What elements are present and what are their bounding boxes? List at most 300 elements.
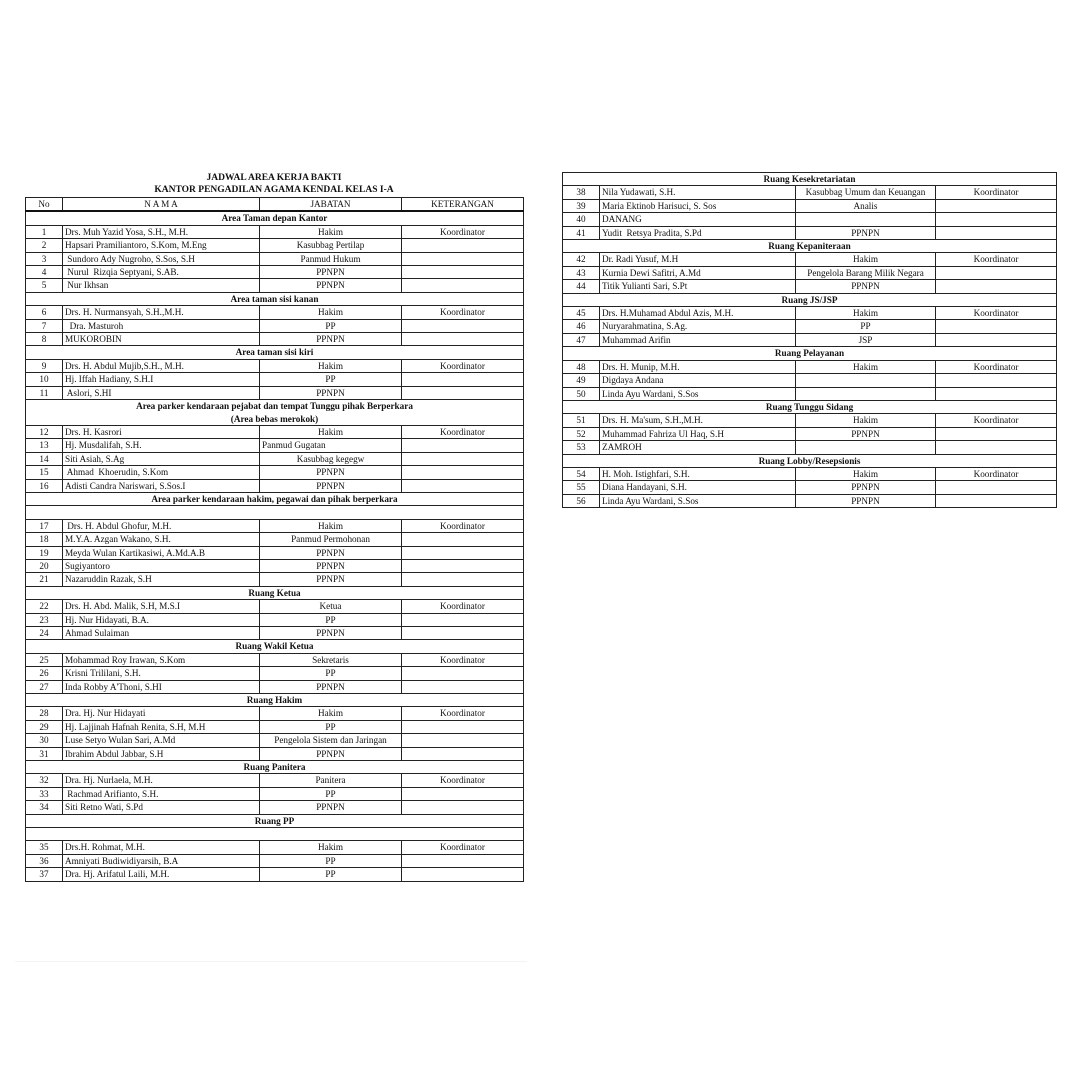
section-header-row [26, 492, 524, 505]
cell-keterangan: Koordinator [936, 360, 1057, 373]
blank-row [26, 828, 524, 841]
cell-no: 5 [26, 279, 63, 292]
cell-keterangan [936, 213, 1057, 226]
table-row [26, 533, 524, 546]
cell-nama: Amniyati Budiwidiyarsih, B.A [63, 854, 260, 867]
section-title: Ruang Kepaniteraan [563, 240, 1057, 253]
table-row [563, 481, 1057, 494]
table-row [563, 467, 1057, 480]
cell-jabatan: PPNPN [260, 479, 402, 492]
section-header-row [563, 240, 1057, 253]
cell-keterangan [402, 546, 524, 559]
cell-nama: Dra. Masturoh [63, 319, 260, 332]
cell-jabatan: Analis [796, 199, 936, 212]
cell-keterangan [402, 680, 524, 693]
cell-nama: Dra. Hj. Arifatul Laili, M.H. [63, 868, 260, 881]
cell-nama: Drs. H. Kasrori [63, 425, 260, 438]
cell-jabatan: PPNPN [260, 386, 402, 399]
cell-jabatan: Kasubbag Umum dan Keuangan [796, 186, 936, 199]
cell-no: 34 [26, 801, 63, 814]
table-row [563, 333, 1057, 346]
cell-keterangan [402, 479, 524, 492]
table-row [26, 787, 524, 800]
cell-no: 30 [26, 734, 63, 747]
cell-no: 53 [563, 441, 600, 454]
cell-no: 48 [563, 360, 600, 373]
cell-no: 28 [26, 707, 63, 720]
section-title: Area taman sisi kanan [26, 292, 524, 305]
table-row [563, 280, 1057, 293]
cell-keterangan: Koordinator [402, 519, 524, 532]
table-row [563, 494, 1057, 507]
cell-nama: H. Moh. Istighfari, S.H. [600, 467, 796, 480]
table-row [26, 854, 524, 867]
cell-jabatan: Hakim [260, 306, 402, 319]
cell-nama: Dra. Hj. Nurlaela, M.H. [63, 774, 260, 787]
cell-jabatan: Hakim [796, 253, 936, 266]
cell-jabatan: PPNPN [796, 494, 936, 507]
table-row [26, 747, 524, 760]
table-row [563, 266, 1057, 279]
section-title: Ruang Ketua [26, 586, 524, 599]
cell-keterangan: Koordinator [402, 774, 524, 787]
cell-jabatan: Pengelola Sistem dan Jaringan [260, 734, 402, 747]
cell-jabatan: PPNPN [260, 266, 402, 279]
table-row [26, 452, 524, 465]
cell-keterangan [402, 854, 524, 867]
cell-keterangan [936, 266, 1057, 279]
section-title: Ruang Wakil Ketua [26, 640, 524, 653]
cell-no: 15 [26, 466, 63, 479]
cell-nama: DANANG [600, 213, 796, 226]
section-header-row [26, 346, 524, 359]
cell-no: 38 [563, 186, 600, 199]
cell-nama: Nila Yudawati, S.H. [600, 186, 796, 199]
cell-jabatan: PP [260, 787, 402, 800]
section-header-row [26, 586, 524, 599]
cell-jabatan: PP [260, 854, 402, 867]
table-row [563, 186, 1057, 199]
cell-no: 14 [26, 452, 63, 465]
table-row [563, 360, 1057, 373]
cell-nama: Hj. Nur Hidayati, B.A. [63, 613, 260, 626]
table-row [26, 425, 524, 438]
table-row [563, 320, 1057, 333]
cell-nama: Siti Asiah, S.Ag [63, 452, 260, 465]
cell-nama: Drs. Muh Yazid Yosa, S.H., M.H. [63, 225, 260, 238]
cell-jabatan: Panmud Hukum [260, 252, 402, 265]
cell-jabatan: PP [260, 667, 402, 680]
cell-nama: Muhammad Arifin [600, 333, 796, 346]
cell-jabatan: Hakim [796, 414, 936, 427]
cell-nama: ZAMROH [600, 441, 796, 454]
cell-nama: MUKOROBIN [63, 333, 260, 346]
cell-jabatan: PP [260, 613, 402, 626]
section-header-row [563, 400, 1057, 413]
cell-jabatan: Hakim [796, 360, 936, 373]
cell-keterangan [402, 373, 524, 386]
cell-nama: Dr. Radi Yusuf, M.H [600, 253, 796, 266]
cell-jabatan: Hakim [260, 841, 402, 854]
cell-nama: Digdaya Andana [600, 374, 796, 387]
table-row [563, 387, 1057, 400]
table-row [26, 734, 524, 747]
cell-keterangan [402, 452, 524, 465]
cell-no: 24 [26, 626, 63, 639]
cell-jabatan: PPNPN [260, 626, 402, 639]
schedule-table-left [25, 197, 524, 882]
cell-keterangan [402, 266, 524, 279]
cell-no: 26 [26, 667, 63, 680]
cell-keterangan [936, 387, 1057, 400]
table-row [26, 439, 524, 452]
cell-jabatan: PP [260, 720, 402, 733]
cell-keterangan [936, 427, 1057, 440]
section-title: Ruang PP [26, 814, 524, 827]
cell-keterangan [402, 868, 524, 881]
cell-jabatan: JSP [796, 333, 936, 346]
section-title: Ruang JS/JSP [563, 293, 1057, 306]
cell-keterangan [402, 279, 524, 292]
header-jabatan: JABATAN [260, 198, 402, 212]
cell-jabatan [796, 374, 936, 387]
cell-no: 23 [26, 613, 63, 626]
cell-nama: Muhammad Fahriza Ul Haq, S.H [600, 427, 796, 440]
table-row [26, 479, 524, 492]
cell-nama: Drs. H. Abd. Malik, S.H, M.S.I [63, 600, 260, 613]
cell-keterangan [402, 252, 524, 265]
cell-nama: Drs. H. Abdul Ghofur, M.H. [63, 519, 260, 532]
cell-no: 40 [563, 213, 600, 226]
cell-no: 55 [563, 481, 600, 494]
cell-keterangan [936, 226, 1057, 239]
section-title: Area parker kendaraan hakim, pegawai dan pihak berperkara [26, 492, 524, 505]
cell-nama: Ahmad Sulaiman [63, 626, 260, 639]
cell-keterangan [402, 787, 524, 800]
cell-nama: Hj. Lajjinah Hafnah Renita, S.H, M.H [63, 720, 260, 733]
table-row [26, 573, 524, 586]
table-row [563, 253, 1057, 266]
header-nama: N A M A [63, 198, 260, 212]
table-row [26, 841, 524, 854]
cell-jabatan: Ketua [260, 600, 402, 613]
cell-keterangan: Koordinator [936, 253, 1057, 266]
cell-no: 18 [26, 533, 63, 546]
cell-nama: Aslori, S.HI [63, 386, 260, 399]
table-row [26, 519, 524, 532]
cell-no: 39 [563, 199, 600, 212]
page-title-line-1: JADWAL AREA KERJA BAKTI [206, 173, 342, 183]
cell-no: 52 [563, 427, 600, 440]
cell-jabatan: Panitera [260, 774, 402, 787]
cell-nama: Linda Ayu Wardani, S.Sos [600, 494, 796, 507]
cell-keterangan [936, 320, 1057, 333]
cell-nama: Adisti Candra Nariswari, S.Sos.I [63, 479, 260, 492]
table-header-row [26, 198, 524, 212]
faint-divider-line [15, 961, 527, 962]
cell-no: 19 [26, 546, 63, 559]
cell-keterangan: Koordinator [936, 307, 1057, 320]
cell-jabatan [796, 387, 936, 400]
cell-nama: Drs. H. Nurmansyah, S.H.,M.H. [63, 306, 260, 319]
section-title: Ruang Pelayanan [563, 347, 1057, 360]
section-header-row [563, 173, 1057, 186]
table-row [26, 868, 524, 881]
cell-no: 8 [26, 333, 63, 346]
cell-keterangan [402, 559, 524, 572]
cell-nama: Diana Handayani, S.H. [600, 481, 796, 494]
cell-keterangan [936, 494, 1057, 507]
cell-no: 9 [26, 359, 63, 372]
cell-nama: Meyda Wulan Kartikasiwi, A.Md.A.B [63, 546, 260, 559]
cell-nama: Drs. H. Ma'sum, S.H.,M.H. [600, 414, 796, 427]
cell-no: 51 [563, 414, 600, 427]
cell-jabatan: PPNPN [260, 279, 402, 292]
table-row [563, 427, 1057, 440]
cell-nama: Inda Robby A'Thoni, S.HI [63, 680, 260, 693]
cell-no: 35 [26, 841, 63, 854]
cell-keterangan [402, 734, 524, 747]
cell-jabatan: PPNPN [260, 747, 402, 760]
section-header-row [26, 814, 524, 827]
cell-no: 4 [26, 266, 63, 279]
schedule-table-right [562, 172, 1057, 508]
cell-nama: Drs. H. Abdul Mujib,S.H., M.H. [63, 359, 260, 372]
cell-jabatan: PPNPN [260, 546, 402, 559]
table-row [26, 626, 524, 639]
cell-keterangan: Koordinator [402, 306, 524, 319]
cell-no: 43 [563, 266, 600, 279]
table-row [26, 225, 524, 238]
cell-nama: Yudit Retsya Pradita, S.Pd [600, 226, 796, 239]
cell-nama: Krisni Trililani, S.H. [63, 667, 260, 680]
cell-keterangan [402, 533, 524, 546]
cell-jabatan: PPNPN [260, 573, 402, 586]
cell-keterangan: Koordinator [402, 707, 524, 720]
cell-nama: Linda Ayu Wardani, S.Sos [600, 387, 796, 400]
table-row [26, 279, 524, 292]
cell-no: 1 [26, 225, 63, 238]
cell-no: 13 [26, 439, 63, 452]
section-header-row [26, 761, 524, 774]
cell-nama: Nur Ikhsan [63, 279, 260, 292]
cell-nama: Kurnia Dewi Safitri, A.Md [600, 266, 796, 279]
cell-no: 17 [26, 519, 63, 532]
cell-nama: Siti Retno Wati, S.Pd [63, 801, 260, 814]
cell-no: 11 [26, 386, 63, 399]
cell-no: 44 [563, 280, 600, 293]
cell-no: 3 [26, 252, 63, 265]
section-header-row [26, 694, 524, 707]
section-title-line-2: (Area bebas merokok) [230, 413, 319, 424]
table-row [26, 333, 524, 346]
cell-no: 6 [26, 306, 63, 319]
cell-nama: Dra. Hj. Nur Hidayati [63, 707, 260, 720]
cell-nama: Hj. Iffah Hadiany, S.H.I [63, 373, 260, 386]
cell-jabatan [796, 441, 936, 454]
cell-nama: Sugiyantoro [63, 559, 260, 572]
cell-nama: Titik Yulianti Sari, S.Pt [600, 280, 796, 293]
cell-no: 37 [26, 868, 63, 881]
cell-no: 45 [563, 307, 600, 320]
table-body-left [26, 211, 524, 881]
cell-jabatan: Hakim [260, 707, 402, 720]
cell-jabatan [796, 213, 936, 226]
cell-keterangan [402, 801, 524, 814]
cell-nama: Drs. H.Muhamad Abdul Azis, M.H. [600, 307, 796, 320]
section-header-row [26, 211, 524, 225]
cell-no: 32 [26, 774, 63, 787]
section-title: Area taman sisi kiri [26, 346, 524, 359]
table-row [26, 801, 524, 814]
section-title: Ruang Tunggu Sidang [563, 400, 1057, 413]
cell-no: 54 [563, 467, 600, 480]
cell-no: 49 [563, 374, 600, 387]
header-no: No [26, 198, 63, 212]
cell-jabatan: PPNPN [796, 481, 936, 494]
cell-nama: M.Y.A. Azgan Wakano, S.H. [63, 533, 260, 546]
cell-jabatan: PPNPN [260, 333, 402, 346]
cell-no: 33 [26, 787, 63, 800]
table-body-right [563, 173, 1057, 508]
section-header-row [26, 400, 524, 426]
cell-keterangan [402, 239, 524, 252]
cell-jabatan: PP [796, 320, 936, 333]
cell-keterangan [936, 199, 1057, 212]
cell-jabatan: Kasubbag Pertilap [260, 239, 402, 252]
table-row [26, 466, 524, 479]
table-row [26, 774, 524, 787]
table-row [26, 667, 524, 680]
section-title: Ruang Lobby/Resepsionis [563, 454, 1057, 467]
cell-nama: Sundoro Ady Nugroho, S.Sos, S.H [63, 252, 260, 265]
section-header-row [563, 454, 1057, 467]
cell-jabatan: PPNPN [796, 427, 936, 440]
table-row [563, 199, 1057, 212]
cell-keterangan [402, 439, 524, 452]
section-header-row [563, 293, 1057, 306]
cell-nama: Nazaruddin Razak, S.H [63, 573, 260, 586]
table-row [26, 680, 524, 693]
table-row [26, 266, 524, 279]
cell-keterangan: Koordinator [402, 425, 524, 438]
cell-no: 36 [26, 854, 63, 867]
cell-nama: Hapsari Pramiliantoro, S.Kom, M.Eng [63, 239, 260, 252]
cell-keterangan [402, 626, 524, 639]
table-row [26, 559, 524, 572]
cell-keterangan [402, 747, 524, 760]
cell-no: 56 [563, 494, 600, 507]
cell-jabatan: Sekretaris [260, 653, 402, 666]
cell-jabatan: Panmud Gugatan [260, 439, 402, 452]
cell-jabatan: PPNPN [260, 466, 402, 479]
cell-keterangan: Koordinator [402, 653, 524, 666]
table-row [563, 226, 1057, 239]
blank-row [26, 506, 524, 519]
cell-jabatan: PPNPN [260, 559, 402, 572]
table-row [26, 239, 524, 252]
section-title: Ruang Panitera [26, 761, 524, 774]
section-title: Ruang Hakim [26, 694, 524, 707]
cell-jabatan: Kasubbag kegegw [260, 452, 402, 465]
cell-keterangan [936, 481, 1057, 494]
table-row [26, 319, 524, 332]
cell-keterangan [936, 374, 1057, 387]
cell-keterangan [936, 280, 1057, 293]
cell-keterangan: Koordinator [402, 841, 524, 854]
cell-keterangan [402, 667, 524, 680]
table-row [26, 386, 524, 399]
cell-keterangan: Koordinator [936, 186, 1057, 199]
cell-no: 22 [26, 600, 63, 613]
section-header-row [26, 292, 524, 305]
table-row [26, 653, 524, 666]
cell-keterangan [402, 613, 524, 626]
cell-no: 2 [26, 239, 63, 252]
cell-keterangan: Koordinator [936, 414, 1057, 427]
table-row [26, 720, 524, 733]
section-title [26, 400, 524, 426]
table-row [563, 441, 1057, 454]
cell-nama: Ahmad Khoerudin, S.Kom [63, 466, 260, 479]
cell-jabatan: PP [260, 373, 402, 386]
cell-nama: Ibrahim Abdul Jabbar, S.H [63, 747, 260, 760]
cell-jabatan: PP [260, 319, 402, 332]
cell-nama: Mohammad Roy Irawan, S.Kom [63, 653, 260, 666]
cell-keterangan [402, 319, 524, 332]
page-title-line-2: KANTOR PENGADILAN AGAMA KENDAL KELAS I-A [154, 185, 394, 195]
cell-nama: Rachmad Arifianto, S.H. [63, 787, 260, 800]
blank-cell [26, 506, 524, 519]
cell-jabatan: Hakim [796, 307, 936, 320]
cell-jabatan: Hakim [260, 225, 402, 238]
blank-cell [26, 828, 524, 841]
table-row [26, 707, 524, 720]
cell-keterangan [402, 720, 524, 733]
cell-keterangan [402, 333, 524, 346]
cell-keterangan [402, 386, 524, 399]
cell-no: 16 [26, 479, 63, 492]
table-row [26, 546, 524, 559]
table-row [563, 213, 1057, 226]
cell-nama: Maria Ektinob Harisuci, S. Sos [600, 199, 796, 212]
cell-no: 31 [26, 747, 63, 760]
cell-keterangan: Koordinator [402, 359, 524, 372]
cell-jabatan: PPNPN [796, 226, 936, 239]
cell-no: 29 [26, 720, 63, 733]
cell-no: 7 [26, 319, 63, 332]
cell-jabatan: PPNPN [796, 280, 936, 293]
table-row [26, 613, 524, 626]
section-title: Area Taman depan Kantor [26, 211, 524, 225]
cell-no: 50 [563, 387, 600, 400]
cell-keterangan: Koordinator [402, 600, 524, 613]
cell-jabatan: Pengelola Barang Milik Negara [796, 266, 936, 279]
header-keterangan: KETERANGAN [402, 198, 524, 212]
cell-no: 27 [26, 680, 63, 693]
cell-keterangan [936, 441, 1057, 454]
section-title: Ruang Kesekretariatan [563, 173, 1057, 186]
cell-keterangan: Koordinator [936, 467, 1057, 480]
cell-no: 46 [563, 320, 600, 333]
cell-keterangan [936, 333, 1057, 346]
cell-nama: Luse Setyo Wulan Sari, A.Md [63, 734, 260, 747]
cell-no: 20 [26, 559, 63, 572]
table-row [26, 359, 524, 372]
table-row [26, 306, 524, 319]
cell-nama: Hj. Musdalifah, S.H. [63, 439, 260, 452]
cell-keterangan [402, 466, 524, 479]
